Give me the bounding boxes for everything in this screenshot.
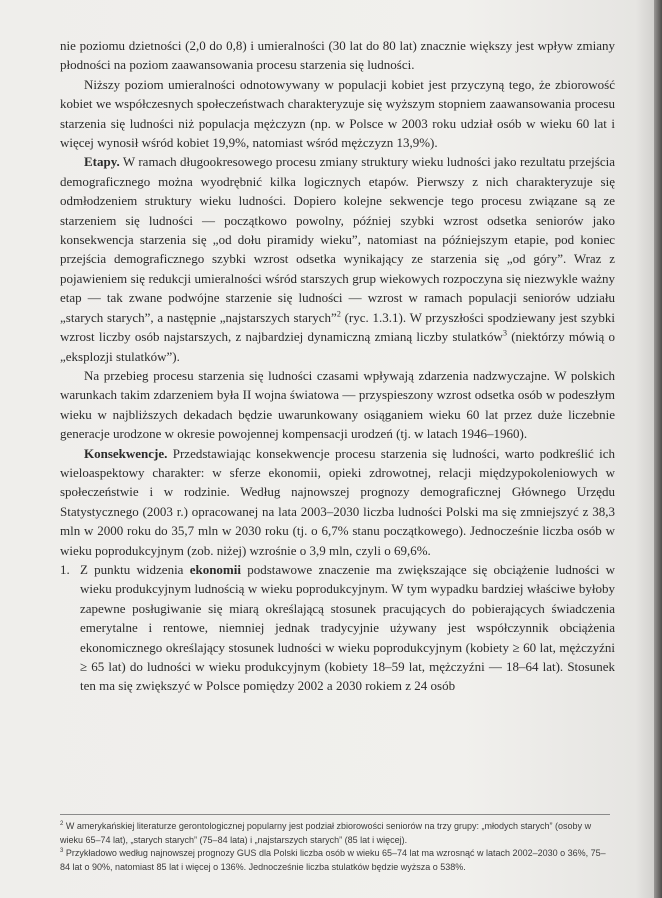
footnote-text: W amerykańskiej literaturze gerontologicznej popularny jest podział zbiorowości seniorów na trzy grupy: „młodych starych” (osoby w wieku 65–74 lat), „starych starych” (75–84 lata) i „najstarszych starych” (85 lat i więcej). [60, 821, 592, 845]
footnote-number: 2 [60, 821, 64, 827]
footnote-text: Przykładowo według najnowszej prognozy GUS dla Polski liczba osób w wieku 65–74 lat ma wzrosnąć w latach 2002–2030 o 36%, 75–84 lat o 90%, natomiast 85 lat i więcej o 136%. Jednocześnie liczba stulatków będzie wyższa o 538%. [60, 848, 606, 872]
footnote-ref-3: 3 [502, 328, 507, 338]
section-heading-konsekwencje: Konsekwencje. [84, 445, 168, 461]
list-item-keyword: ekonomii [189, 561, 241, 577]
section-heading-etapy: Etapy. [84, 154, 120, 170]
paragraph-text: nie poziomu dzietności (2,0 do 0,8) i umieralności (30 lat do 80 lat) znacznie większy jest wpływ zmiany płodności na poziom zaawansowania procesu starzenia się ludności. [60, 38, 615, 73]
paragraph-text: Niższy poziom umieralności odnotowywany w populacji kobiet jest przyczyną tego, że zbiorowość kobiet we współczesnych społeczeństwach charakteryzuje się wyższym stopniem zaawansowania procesu starzenia się ludności niż populacja mężczyzn (np. w Polsce w 2003 roku udział osób w wieku 60 lat i więcej wynosił wśród kobiet 19,9%, natomiast wśród mężczyzn 13,9%). [60, 76, 615, 151]
footnote-ref-2: 2 [336, 309, 341, 319]
paragraph [60, 366, 615, 444]
paragraph-etapy [60, 152, 615, 365]
list-item-text: Z punktu widzenia [80, 561, 190, 577]
page-edge-shadow [654, 0, 662, 898]
paragraph-text: W ramach długookresowego procesu zmiany struktury wieku ludności jako rezultatu przejścia demograficznego można wyodrębnić kilka logicznych etapów. Pierwszy z nich charakteryzuje się odmłodzeniem struktury wieku ludności. Dopiero kolejne sekwencje tego procesu związane są ze starzeniem się ludności — początkowo powolny, później szybki wzrost odsetka seniorów jako konsekwencja starzenia się „od dołu piramidy wieku”, natomiast na późniejszym etapie, pod koniec przejścia demograficznego szybki wzrost odsetka wynikający ze starzenia się „od góry”. Wraz z pojawieniem się redukcji umieralności wśród starszych grup wiekowych rozpoczyna się niezwykle ważny etap — tak zwane podwójne starzenie się ludności — wzrost w ramach populacji seniorów udziału „starych starych”, a następnie „najstarszych starych” [60, 154, 615, 325]
paragraph-text: (niektórzy mówią o „eksplozji stulatków”). [60, 329, 615, 364]
footnote-3 [60, 847, 615, 874]
paragraph [60, 36, 615, 75]
paragraph [60, 75, 615, 153]
footnotes [60, 820, 615, 874]
footnote-number: 3 [60, 848, 64, 854]
paragraph-konsekwencje [60, 444, 615, 560]
footnote-divider [60, 814, 610, 815]
body-text [60, 36, 615, 696]
paragraph-text: Przedstawiając konsekwencje procesu starzenia się ludności, warto podkreślić ich wieloaspektowy charakter: w sferze ekonomii, opieki zdrowotnej, relacji międzypokoleniowych w społeczeństwie i w rodzinie. Według najnowszej prognozy demograficznej Głównego Urzędu Statystycznego (2003 r.) opracowanej na lata 2003–2030 liczba ludności Polski ma się zmniejszyć z 38,3 mln w 2000 roku do 35,7 mln w 2030 roku (tj. o 6,7% stanu początkowego). Jednocześnie liczba osób w wieku poprodukcyjnym (zob. niżej) wzrośnie o 3,9 mln, czyli o 69,6%. [60, 445, 615, 558]
paragraph-text: Na przebieg procesu starzenia się ludności czasami wpływają zdarzenia nadzwyczajne. W polskich warunkach takim zdarzeniem była II wojna światowa — przyspieszony wzrost odsetka osób w podeszłym wieku w najbliższych dekadach będzie uwarunkowany osiąganiem wieku 60 lat przez duże liczebnie generacje urodzone w okresie powojennej kompensacji urodzeń (tj. w latach 1946–1960). [60, 367, 615, 442]
list-item-text: podstawowe znaczenie ma zwiększające się obciążenie ludności w wieku produkcyjnym ludnością w wieku poprodukcyjnym. W tym wypadku bardziej właściwe byłoby zapewne posługiwanie się miarą określającą stosunek pracujących do pobierających świadczenia emerytalne i rentowe, niemniej jednak tradycyjnie używany jest współczynnik obciążenia ekonomicznego określający stosunek ludności w wieku poprodukcyjnym (kobiety ≥ 60 lat, mężczyźni ≥ 65 lat) do ludności w wieku produkcyjnym (kobiety 18–59 lat, mężczyźni — 18–64 lat). Stosunek ten ma się zwiększyć w Polsce pomiędzy 2002 a 2030 rokiem z 24 osób [80, 561, 615, 694]
list-number: 1. [60, 561, 70, 577]
list-item [60, 560, 615, 696]
footnote-2 [60, 820, 615, 847]
paragraph-text: (ryc. 1.3.1). W przyszłości spodziewany jest szybki wzrost liczby osób najstarszych, z najbardziej dynamiczną zmianą liczby stulatków [60, 309, 615, 345]
